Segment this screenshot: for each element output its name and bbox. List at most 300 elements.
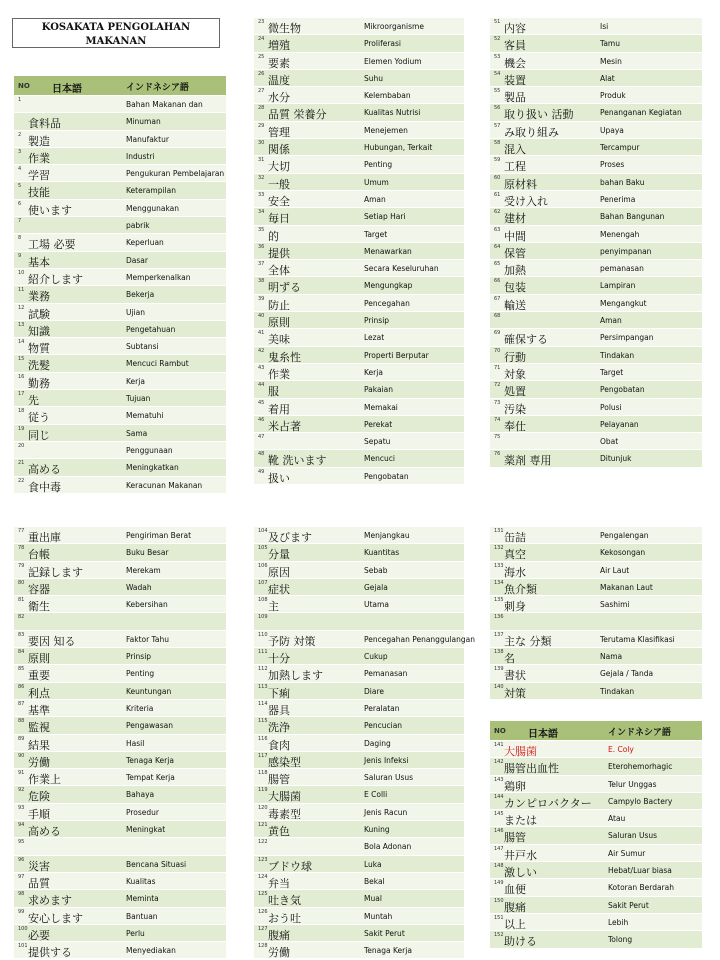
indonesian-term: Pencegahan Penanggulangan xyxy=(364,634,475,644)
row-number: 80 xyxy=(18,579,25,586)
vocab-column-4 xyxy=(14,527,226,959)
table-row xyxy=(490,18,702,35)
indonesian-term: Lampiran xyxy=(600,281,636,291)
indonesian-term: Menawarkan xyxy=(364,246,412,256)
row-number: 90 xyxy=(18,752,25,759)
table-row xyxy=(254,18,464,35)
japanese-term: 缶詰 xyxy=(504,531,526,544)
row-number: 54 xyxy=(494,70,501,77)
indonesian-term: Memakai xyxy=(364,402,398,412)
japanese-term: 客員 xyxy=(504,39,526,53)
japanese-term: 衛生 xyxy=(28,600,50,614)
row-number: 58 xyxy=(494,140,501,147)
indonesian-term: Muntah xyxy=(364,911,393,921)
row-number: 43 xyxy=(258,364,265,371)
table-row xyxy=(14,234,226,251)
japanese-term: 大腸菌 xyxy=(504,745,537,758)
japanese-term: 労働 xyxy=(268,946,290,960)
japanese-term: 食肉 xyxy=(268,738,290,752)
indonesian-term: Sakit Perut xyxy=(608,900,649,910)
japanese-term: 工場 必要 xyxy=(28,238,76,252)
japanese-term: 内容 xyxy=(504,22,526,35)
indonesian-term: Terutama Klasifikasi xyxy=(600,634,675,644)
row-number: 122 xyxy=(258,839,268,846)
row-number: 36 xyxy=(258,243,265,250)
table-row xyxy=(254,648,464,665)
japanese-term: 包装 xyxy=(504,281,526,295)
japanese-term: 行動 xyxy=(504,350,526,364)
indonesian-term: Minuman xyxy=(126,117,161,127)
row-number: 110 xyxy=(258,631,268,638)
table-row xyxy=(254,613,464,630)
header-indonesian: インドネシア語 xyxy=(608,728,671,738)
japanese-term: 鬼糸性 xyxy=(268,350,301,364)
indonesian-term: Subtansi xyxy=(126,342,159,352)
table-row xyxy=(254,260,464,277)
indonesian-term: Bahan Bangunan xyxy=(600,212,665,222)
japanese-term: 要因 知る xyxy=(28,634,76,648)
table-row xyxy=(490,416,702,433)
row-number: 124 xyxy=(258,873,268,880)
vocab-column-5 xyxy=(254,527,475,960)
indonesian-term: E Colli xyxy=(364,790,388,800)
japanese-term: 腸管 xyxy=(268,773,290,787)
table-row xyxy=(254,226,464,243)
table-row xyxy=(490,277,702,294)
indonesian-term: Prosedur xyxy=(126,807,160,817)
table-row xyxy=(490,527,702,544)
indonesian-term: Target xyxy=(364,229,388,239)
table-row xyxy=(490,312,702,329)
document-title xyxy=(12,18,220,48)
japanese-term: 井戸水 xyxy=(504,848,537,862)
japanese-term: 知識 xyxy=(28,324,50,338)
table-row xyxy=(490,579,702,596)
table-row xyxy=(254,347,464,364)
row-number: 84 xyxy=(18,649,25,656)
indonesian-term: Tercampur xyxy=(600,143,640,153)
table-row xyxy=(490,208,702,225)
indonesian-term: Campylo Bactery xyxy=(608,796,673,806)
table-row xyxy=(490,862,702,879)
indonesian-term: penyimpanan xyxy=(600,246,652,256)
row-number: 96 xyxy=(18,856,25,863)
row-number: 89 xyxy=(18,735,25,742)
japanese-term: 安全 xyxy=(268,194,290,208)
indonesian-term: Tenaga Kerja xyxy=(126,755,174,765)
indonesian-term: Bencana Situasi xyxy=(126,859,187,869)
indonesian-term: Bekerja xyxy=(126,290,155,300)
table-row xyxy=(490,631,702,648)
table-row xyxy=(254,890,464,907)
table-row xyxy=(254,821,464,838)
indonesian-term: Mencuci Rambut xyxy=(126,359,189,369)
row-number: 136 xyxy=(494,614,504,621)
indonesian-term: Kekosongan xyxy=(600,548,646,558)
indonesian-term: Kuning xyxy=(364,825,390,835)
row-number: 79 xyxy=(18,562,25,569)
indonesian-term: Mesin xyxy=(600,56,622,66)
japanese-term: 刺身 xyxy=(504,600,526,614)
indonesian-term: Aman xyxy=(600,316,622,326)
indonesian-term: Kerja xyxy=(126,376,145,386)
row-number: 12 xyxy=(18,304,25,311)
japanese-term: 米占著 xyxy=(268,419,301,433)
row-number: 93 xyxy=(18,804,25,811)
indonesian-term: Menjangkau xyxy=(364,531,410,540)
table-row xyxy=(490,87,702,104)
japanese-term: 助ける xyxy=(504,935,537,949)
japanese-term: 製造 xyxy=(28,134,50,148)
row-number: 138 xyxy=(494,649,504,656)
japanese-term: 災害 xyxy=(28,859,50,873)
table-row xyxy=(14,217,226,234)
japanese-term: 以上 xyxy=(504,917,526,931)
table-row xyxy=(254,364,464,381)
japanese-term: 分量 xyxy=(268,548,290,562)
japanese-term: 症状 xyxy=(268,582,290,596)
row-number: 7 xyxy=(18,218,22,225)
table-row xyxy=(490,381,702,398)
row-number: 112 xyxy=(258,666,268,673)
japanese-term: 腹痛 xyxy=(268,928,290,942)
indonesian-term: Meminta xyxy=(126,894,159,904)
table-row xyxy=(254,156,464,173)
japanese-term: 原因 xyxy=(268,565,290,579)
row-number: 48 xyxy=(258,451,265,458)
title-line-2: MAKANAN xyxy=(85,36,147,47)
japanese-term: 器具 xyxy=(268,703,290,717)
row-number: 101 xyxy=(18,943,28,950)
indonesian-term: Prinsip xyxy=(364,316,390,326)
row-number: 27 xyxy=(258,88,265,95)
japanese-term: 汚染 xyxy=(504,402,526,416)
japanese-term: 腸管出血性 xyxy=(504,762,559,776)
japanese-term: 予防 対策 xyxy=(268,634,316,648)
row-number: 28 xyxy=(258,105,265,112)
row-number: 66 xyxy=(494,278,501,285)
indonesian-term: Telur Unggas xyxy=(608,779,657,789)
table-row xyxy=(254,468,464,485)
indonesian-term: Bahan Makanan dan xyxy=(126,100,203,109)
row-number: 69 xyxy=(494,330,501,337)
indonesian-term: Pemanasan xyxy=(364,669,408,679)
japanese-term: 学習 xyxy=(28,169,50,183)
indonesian-term: Aman xyxy=(364,194,386,204)
indonesian-term: E. Coly xyxy=(608,745,634,754)
indonesian-term: Penting xyxy=(364,160,393,170)
vocab-column-6 xyxy=(490,527,702,700)
row-number: 92 xyxy=(18,787,25,794)
japanese-term: 勤務 xyxy=(28,376,50,390)
indonesian-term: Upaya xyxy=(600,125,624,135)
indonesian-term: Perlu xyxy=(126,928,145,938)
indonesian-term: Tindakan xyxy=(600,686,635,696)
table-row xyxy=(490,399,702,416)
row-number: 119 xyxy=(258,787,268,794)
japanese-term: 提供 xyxy=(268,246,290,260)
table-row xyxy=(254,908,464,925)
japanese-term: 対策 xyxy=(504,686,526,700)
row-number: 26 xyxy=(258,70,265,77)
indonesian-term: Saluran Usus xyxy=(364,773,414,783)
table-row xyxy=(254,70,464,87)
table-row xyxy=(254,416,464,433)
table-row xyxy=(14,925,226,942)
japanese-term: 吐き気 xyxy=(268,894,301,908)
japanese-term: 品質 xyxy=(28,876,50,890)
row-number: 107 xyxy=(258,579,268,586)
indonesian-term: Kualitas xyxy=(126,876,156,886)
row-number: 25 xyxy=(258,53,265,60)
indonesian-term: Pengiriman Berat xyxy=(126,531,192,540)
table-row xyxy=(14,769,226,786)
indonesian-term: Pengukuran Pembelajaran xyxy=(126,169,225,179)
row-number: 98 xyxy=(18,891,25,898)
japanese-term: 大切 xyxy=(268,160,290,174)
row-number: 30 xyxy=(258,140,265,147)
table-row xyxy=(254,717,464,734)
row-number: 61 xyxy=(494,191,501,198)
row-number: 137 xyxy=(494,631,504,638)
indonesian-term: Merekam xyxy=(126,565,161,575)
indonesian-term: Penggunaan xyxy=(126,445,173,455)
row-number: 60 xyxy=(494,174,501,181)
row-number: 95 xyxy=(18,839,25,846)
table-row xyxy=(14,425,226,442)
japanese-term: 従う xyxy=(28,411,50,425)
indonesian-term: Kotoran Berdarah xyxy=(608,883,674,893)
table-row xyxy=(254,399,464,416)
indonesian-term: Keterampilan xyxy=(126,186,176,196)
table-row xyxy=(490,810,702,827)
japanese-term: 加熱します xyxy=(268,669,323,683)
vocab-column-7 xyxy=(490,721,702,949)
row-number: 145 xyxy=(494,811,504,818)
table-row xyxy=(490,139,702,156)
indonesian-term: Mengangkut xyxy=(600,298,647,308)
table-row xyxy=(14,131,226,148)
row-number: 91 xyxy=(18,770,25,777)
row-number: 118 xyxy=(258,770,268,777)
indonesian-term: Sebab xyxy=(364,565,388,575)
japanese-term: 弁当 xyxy=(268,876,290,890)
table-row xyxy=(14,562,226,579)
table-row xyxy=(254,295,464,312)
table-row xyxy=(490,648,702,665)
row-number: 126 xyxy=(258,908,268,915)
table-row xyxy=(14,148,226,165)
indonesian-term: Pelayanan xyxy=(600,419,639,429)
row-number: 106 xyxy=(258,562,268,569)
row-number: 63 xyxy=(494,226,501,233)
table-header xyxy=(14,76,226,96)
header-indonesian: インドネシア語 xyxy=(126,83,189,93)
row-number: 108 xyxy=(258,597,268,604)
table-row xyxy=(254,769,464,786)
header-japanese: 日本語 xyxy=(528,729,558,740)
row-number: 51 xyxy=(494,19,501,25)
indonesian-term: Obat xyxy=(600,437,619,447)
indonesian-term: Makanan Laut xyxy=(600,582,653,592)
table-row xyxy=(14,631,226,648)
row-number: 67 xyxy=(494,295,501,302)
row-number: 99 xyxy=(18,908,25,915)
japanese-term: 混入 xyxy=(504,143,526,157)
row-number: 44 xyxy=(258,382,265,389)
table-row xyxy=(490,879,702,896)
indonesian-term: bahan Baku xyxy=(600,177,645,187)
table-row xyxy=(254,208,464,225)
japanese-term: 十分 xyxy=(268,652,290,666)
table-row xyxy=(254,277,464,294)
indonesian-term: Proses xyxy=(600,160,625,170)
table-row xyxy=(14,390,226,407)
japanese-term: 名 xyxy=(504,652,515,666)
table-row xyxy=(14,908,226,925)
indonesian-term: Tenaga Kerja xyxy=(364,946,412,956)
japanese-term: 毒素型 xyxy=(268,807,301,821)
japanese-term: 激しい xyxy=(504,866,537,880)
indonesian-term: Perekat xyxy=(364,419,393,429)
row-number: 115 xyxy=(258,718,268,725)
indonesian-term: Kuantitas xyxy=(364,548,400,558)
table-row xyxy=(254,856,464,873)
japanese-term: 使います xyxy=(28,203,72,217)
row-number: 35 xyxy=(258,226,265,233)
row-number: 13 xyxy=(18,321,25,328)
table-row xyxy=(254,527,464,544)
table-row xyxy=(254,596,464,613)
japanese-term: 真空 xyxy=(504,548,526,562)
japanese-term: 技能 xyxy=(28,186,50,200)
indonesian-term: Air Laut xyxy=(600,565,630,575)
japanese-term: 工程 xyxy=(504,160,526,174)
indonesian-term: Kebersihan xyxy=(126,600,168,610)
table-row xyxy=(254,942,464,959)
table-row xyxy=(490,613,702,630)
japanese-term: おう吐 xyxy=(268,911,301,925)
row-number: 111 xyxy=(258,649,268,656)
table-row xyxy=(14,700,226,717)
japanese-term: 基準 xyxy=(28,703,50,717)
table-row xyxy=(14,459,226,476)
table-row xyxy=(490,260,702,277)
japanese-term: 手順 xyxy=(28,807,50,821)
indonesian-term: Diare xyxy=(364,686,384,696)
table-row xyxy=(14,269,226,286)
row-number: 97 xyxy=(18,873,25,880)
row-number: 6 xyxy=(18,200,22,207)
row-number: 40 xyxy=(258,313,265,320)
row-number: 134 xyxy=(494,579,504,586)
japanese-term: 受け入れ xyxy=(504,194,548,208)
indonesian-term: pemanasan xyxy=(600,264,644,274)
japanese-term: 的 xyxy=(268,229,279,243)
row-number: 8 xyxy=(18,235,22,242)
table-row xyxy=(14,890,226,907)
japanese-term: 基本 xyxy=(28,255,50,269)
japanese-term: 美味 xyxy=(268,333,290,347)
japanese-term: 及びます xyxy=(268,531,312,544)
row-number: 45 xyxy=(258,399,265,406)
table-row xyxy=(14,838,226,855)
indonesian-term: Hebat/Luar biasa xyxy=(608,866,672,876)
japanese-term: 重要 xyxy=(28,669,50,683)
indonesian-term: Mengungkap xyxy=(364,281,413,291)
indonesian-term: Ujian xyxy=(126,307,146,317)
row-number: 105 xyxy=(258,545,268,552)
japanese-term: 台帳 xyxy=(28,548,50,562)
row-number: 71 xyxy=(494,364,501,371)
row-number: 151 xyxy=(494,914,504,921)
table-row xyxy=(14,338,226,355)
japanese-term: 提供する xyxy=(28,946,72,960)
row-number: 74 xyxy=(494,416,501,423)
row-number: 100 xyxy=(18,925,28,932)
japanese-term: 管理 xyxy=(268,125,290,139)
table-row xyxy=(254,243,464,260)
indonesian-term: Persimpangan xyxy=(600,333,654,343)
table-row xyxy=(254,786,464,803)
row-number: 37 xyxy=(258,261,265,268)
indonesian-term: Meningkatkan xyxy=(126,463,179,473)
row-number: 10 xyxy=(18,269,25,276)
row-number: 149 xyxy=(494,880,504,887)
row-number: 4 xyxy=(18,166,22,173)
japanese-term: 黄色 xyxy=(268,825,290,839)
table-row xyxy=(14,113,226,130)
japanese-term: 対象 xyxy=(504,367,526,381)
vocab-column-2 xyxy=(254,18,464,485)
indonesian-term: Suhu xyxy=(364,73,384,83)
header-no: NO xyxy=(494,727,506,735)
japanese-term: 要素 xyxy=(268,56,290,70)
indonesian-term: Buku Besar xyxy=(126,548,169,558)
indonesian-term: Jenis Racun xyxy=(364,807,408,817)
japanese-term: 原則 xyxy=(268,316,290,330)
row-number: 20 xyxy=(18,442,25,449)
row-number: 22 xyxy=(18,477,25,484)
table-row xyxy=(14,856,226,873)
row-number: 42 xyxy=(258,347,265,354)
table-row xyxy=(14,200,226,217)
row-number: 73 xyxy=(494,399,501,406)
table-row xyxy=(490,665,702,682)
row-number: 32 xyxy=(258,174,265,181)
row-number: 121 xyxy=(258,822,268,829)
indonesian-term: Kualitas Nutrisi xyxy=(364,108,421,118)
indonesian-term: Mikroorganisme xyxy=(364,22,424,31)
table-row xyxy=(490,562,702,579)
japanese-term: 薬剤 専用 xyxy=(504,454,552,468)
indonesian-term: Air Sumur xyxy=(608,848,646,858)
table-row xyxy=(254,925,464,942)
row-number: 125 xyxy=(258,891,268,898)
row-number: 113 xyxy=(258,683,268,690)
japanese-term: 鶏卵 xyxy=(504,779,526,793)
table-row xyxy=(254,329,464,346)
row-number: 3 xyxy=(18,148,22,155)
table-row xyxy=(14,786,226,803)
indonesian-term: Hubungan, Terkait xyxy=(364,143,433,153)
japanese-term: 確保する xyxy=(504,333,548,347)
row-number: 23 xyxy=(258,19,265,25)
row-number: 47 xyxy=(258,434,265,441)
row-number: 24 xyxy=(258,36,265,43)
table-row xyxy=(490,122,702,139)
row-number: 77 xyxy=(18,528,25,534)
